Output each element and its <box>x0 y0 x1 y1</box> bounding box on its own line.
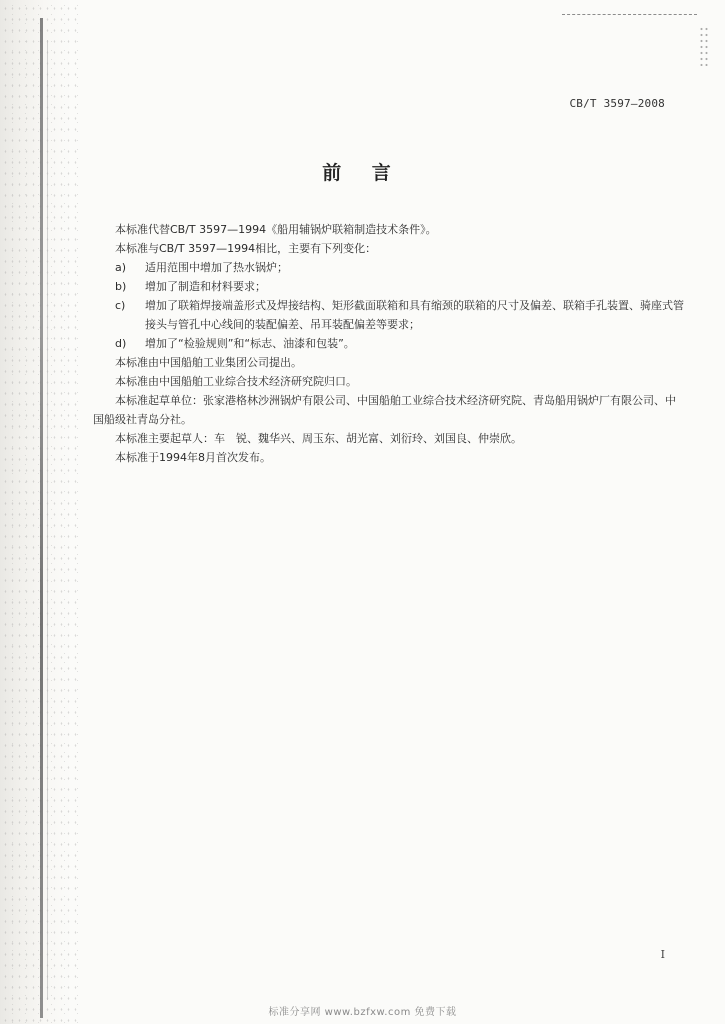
footer-watermark: 标准分享网 www.bzfxw.com 免费下载 <box>268 1007 457 1018</box>
page-title: 前 言 <box>322 162 403 184</box>
list-text: 增加了“检验规则”和“标志、油漆和包装”。 <box>145 337 355 350</box>
list-item <box>93 277 685 296</box>
list-text: 增加了联箱焊接端盖形式及焊接结构、矩形截面联箱和具有缩颈的联箱的尺寸及偏差、联箱手孔装置、骑座式管接头与管孔中心线间的装配偏差、吊耳装配偏差等要求； <box>145 299 684 331</box>
paragraph-first-release: 本标准于1994年8月首次发布。 <box>115 451 271 464</box>
page-number: I <box>660 948 665 961</box>
list-marker: a) <box>115 261 127 274</box>
foreword-body <box>93 220 685 467</box>
paragraph-changes-intro: 本标准与CB/T 3597—1994相比，主要有下列变化： <box>115 242 377 255</box>
paragraph-proposer: 本标准由中国船舶工业集团公司提出。 <box>115 356 302 369</box>
list-marker: b) <box>115 280 127 293</box>
document-code: CB/T 3597—2008 <box>569 97 665 110</box>
list-text: 适用范围中增加了热水锅炉； <box>145 261 288 274</box>
scan-corner-marks <box>567 10 717 70</box>
scan-dot-column <box>699 26 709 66</box>
paragraph-drafting-units: 本标准起草单位：张家港格林沙洲锅炉有限公司、中国船舶工业综合技术经济研究院、青岛船用锅炉厂有限公司、中国船级社青岛分社。 <box>93 394 676 426</box>
paragraph-drafters: 本标准主要起草人：车 锐、魏华兴、周玉东、胡光富、刘衍玲、刘国良、仲崇欣。 <box>115 432 522 445</box>
list-item <box>93 334 685 353</box>
list-item <box>93 296 685 334</box>
list-text: 增加了制造和材料要求； <box>145 280 266 293</box>
paragraph-centralized: 本标准由中国船舶工业综合技术经济研究院归口。 <box>115 375 357 388</box>
list-marker: c) <box>115 299 126 312</box>
list-item <box>93 258 685 277</box>
scan-dash-line <box>562 14 697 15</box>
paragraph-replaces: 本标准代替CB/T 3597—1994《船用辅锅炉联箱制造技术条件》。 <box>115 223 437 236</box>
list-marker: d) <box>115 337 127 350</box>
